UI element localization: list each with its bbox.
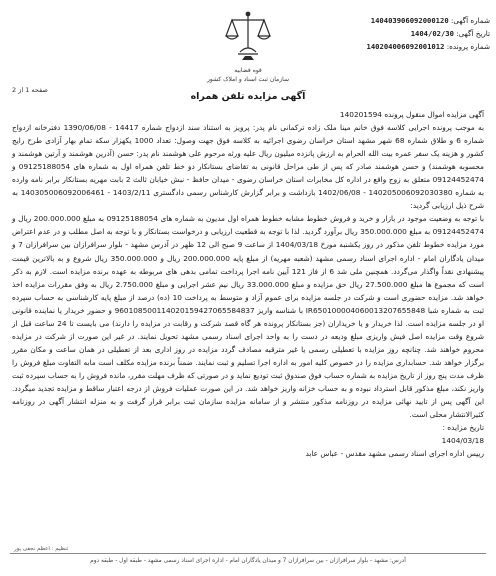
page-number: صفحه 1 از 2 [12, 86, 48, 94]
meta-value: 1404/02/30 [410, 29, 454, 38]
meta-label: شماره آگهی: [450, 16, 490, 25]
meta-announcement-number [330, 14, 490, 27]
paragraph-case-ref: آگهی مزایده اموال منقول پرونده 140201594 [339, 110, 484, 119]
paragraph-auction-date: 1404/03/18 [441, 436, 484, 446]
header-meta [330, 14, 490, 53]
announcement-body [12, 108, 484, 460]
paragraph-auction-terms: با توجه به وضعیت موجود در بازار و خرید و فروش خطوط مشابه خطوط همراه اول مدیون به شماره های 09125188054 به مبلغ 200.000.000 ریال و 09124452474 به مبلغ 350.000.000 ریال برآورد گردید. لذا با توجه به قطعیت ارزیابی و درخواست بستانکار و با توجه به اصل مطلب و در عدم اعتراض مورد مزایده خطوط تلفن مذکور در روز یکشنبه مورخ 1404/03/18 از ساعت 9 صبح الی 12 ظهر در آدرس مشهد - بلوار سرافرازان بین سرافرازان 7 و میدان یادگاران امام - اداره اجرای اسناد رسمی مشهد (شعبه مهریه) از مبلغ پایه 200.000.000 ریال و 350.000.000 ریال شروع و به بالاترین قیمت پیشنهادی نقداً واگذار می‌گردد. همچنین ملی شد 6 از فاز 121 آیین نامه اجرا پرداخت تمامی بدهی های مربوطه به عهده برنده مزایده است. لازم به ذکر است که مجموع ها مبلغ 27.500.000 ریال حق مزایده و مبلغ 33.000.000 ریال نیم عشر اجرایی و مبلغ 2.750.000 ریال به وفق مقررات مزایده اخذ خواهد شد. مزایده حضوری است و شرکت در جلسه مزایده برای عموم آزاد و متوسط به پرداخت 10 (ده) درصد از مبلغ پایه کارشناسی به حساب سپرده ثبت به شماره شبا IR650100004060013207655848 با شناسه واریز 960108500114020159427065584837 و حضور خریدار یا نماینده قانونی او در جلسه مزایده است. لذا خریدار و یا خریداران (جز بستانکار پرونده هر گاه قصد شرکت و رقابت در مزایده را دارند) می بایست تا 24 ساعت قبل از شروع وقت مزایده اصل فیش واریزی مبلغ ودیعه در دست را به واحد اجرای اسناد رسمی مشهد تحویل نمایند. در غیر این صورت از شرکت در مزایده محروم خواهند شد. چنانچه روز مزایده با تعطیلی رسمی یا غیر مترقبه مصادف گردد مزایده در روز اداری بعد از تعطیلی در همان ساعت و مکان مقرر برگزار خواهد شد. حسابداری مزایده را در خصوص کلیه امور به اداره اجرا تسلیم و ثبت نمایند. ضمناً برنده مزایده مکلف است مابه التفاوت مبلغ فروش را ظرف مدت پنج روز از تاریخ مزایده به شماره حساب فوق صندوق ثبت تودیع نماید و در صورتی که ظرف مهلت مقرر، مانده فروش را به حساب سپرده ثبت واریز نکند، مبلغ مذکور قابل استرداد نبوده و به حساب خزانه واریز خواهد شد. در این صورت عملیات فروش از درجه اعتبار ساقط و مزایده تجدید میگردد. این آگهی پس از تایید نهائی مزایده در روزنامه مذکور منتشر و از سامانه مزایده سازمان ثبت برابر قرار گرفت و به منزله انتشار آگهی در روزنامه کثیرالانتشار محلی است. [12, 214, 484, 420]
page-title: آگهی مزایده تلفن همراه [190, 91, 306, 102]
emblem-caption-line-1: قوه قضاییه [234, 67, 262, 74]
paragraph-signature: رییس اداره اجرای اسناد رسمی مشهد مقدس - عباس عابد [305, 449, 484, 459]
footer-address: آدرس: مشهد - بلوار سرافرازان - بین سرافرازان 7 و میدان یادگاران امام - اداره اجرای اسناد رسمی مشهد - طبقه اول - طبقه دوم [90, 558, 406, 564]
meta-announcement-date [330, 27, 490, 40]
footer-divider [10, 553, 486, 554]
emblem-caption-line-2: سازمان ثبت اسناد و املاک کشور [206, 76, 290, 83]
meta-case-number [330, 40, 490, 53]
paragraph-auction-date-label: تاریخ مزایده : [442, 423, 484, 433]
judiciary-emblem-icon [222, 8, 274, 64]
paragraph-case-details: به موجب پرونده اجرایی کلاسه فوق خانم مینا ملک زاده ترکمانی نام پدر: پرویز به استناد سند ازدواج شماره 14417 - 1390/06/08 دفترخانه ازدواج شماره 6 و طلاق شماره 68 شهر مشهد استان خراسان رضوی اجرائیه به کلاسه فوق جهت وصول: تعداد 1000 یکهزار سکه تمام بهار آزادی طرح رایج کشور و هزینه یک سفر عمره بیت الله الحرام به ارزش پانزده میلیون ریال علیه ورثه مرحوم علی هوشمند نام پدر: حسن (آدرین هوشمند و آرتین هوشمند و محسوبه هوشمند) و حسن هوشمند صادر که پس از طی مراحل قانونی به تقاضای بستانکار دو خط تلفن همراه اول به شماره های 09125188054 و 09124452474 متعلق به زوج واقع در اداره کل مخابرات استان خراسان رضوی - میدان حافظ - نبش خیابان ثالث 2 بابت مهریه بستانکار برابر نامه وارده به شماره 140205006092030380 - 1402/06/08 بازداشت و برابر گزارش کارشناس رسمی دادگستری 1403/2/11 - 140305006092006461 به شرح ذیل ارزیابی گردید: [12, 123, 484, 211]
prepared-by: تنظیم : اعظم نجفی پور [14, 546, 69, 552]
meta-value: 140204006092001012 [366, 42, 445, 51]
meta-label: شماره پرونده: [446, 42, 490, 51]
emblem-caption [200, 66, 296, 84]
meta-label: تاریخ آگهی: [456, 29, 490, 38]
meta-value: 140403906092000120 [370, 16, 449, 25]
